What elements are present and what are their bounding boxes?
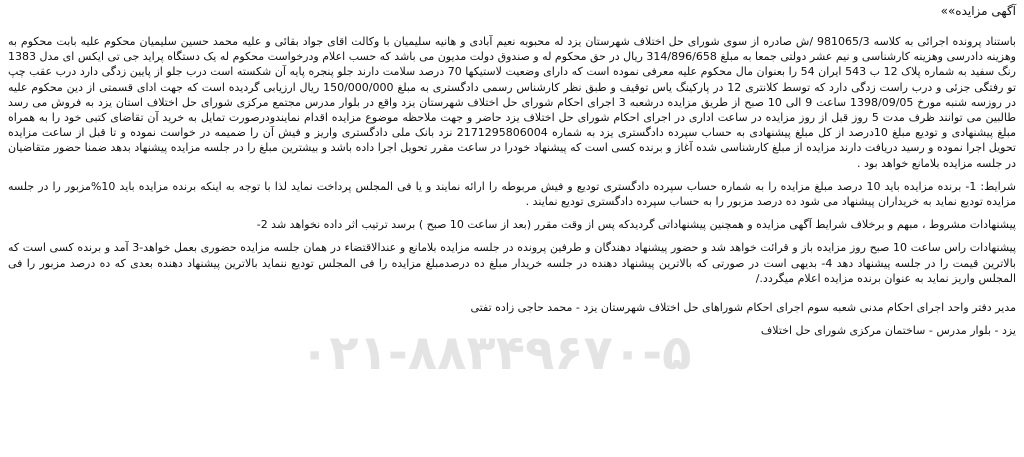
notice-title: آگهی مزایده»»	[940, 4, 1016, 18]
address-line: یزد - بلوار مدرس - ساختمان مرکزی شورای حل اختلاف	[760, 324, 1016, 338]
paragraph-opening-offers: پیشنهادات راس ساعت 10 صبح روز مزایده باز و قرائت خواهد شد و حضور پیشنهاد دهندگان و طرفین پرونده در جلسه مزایده بلامانع و عندالاقتضاء در همان جلسه مزایده حضوری بعمل خواهد-3 آمد و برنده کسی است که بالاترین قیمت را در جلسه پیشنهاد دهد 4- بدیهی است در صورتی که بالاترین پیشنهاد دهنده در جلسه خریدار مبلغ ده درصدمبلغ مزایده را فی المجلس تودیع ننماید بالاترین پیشنهاد دهنده بعدی که ده درصد مزبور را فی المجلس واریز نماید به عنوان برنده مزایده اعلام میگردد./	[8, 241, 1017, 285]
paragraph-conditional-offers: پیشنهادات مشروط ، مبهم و برخلاف شرایط آگهی مزایده و همچنین پیشنهاداتی گردیدکه پس از وقت مقرر (بعد از ساعت 10 صبح ) برسد ترتیب اثر داده نخواهد شد 2-	[256, 218, 1016, 232]
paragraph-conditions: شرایط: 1- برنده مزایده باید 10 درصد مبلغ مزایده را به شماره حساب سپرده دادگستری تودیع و فیش مربوطه را ارائه نمایند و یا فی المجلس پرداخت نماید لذا با توجه به اینکه برنده مزایده باید 10%مزبور را در جلسه مزایده تودیع نماید به خریداران پیشنهاد می شود ده درصد مزبور را به حساب سپرده دادگستری تودیع نمایند .	[8, 179, 1016, 209]
signature-line: مدیر دفتر واحد اجرای احکام مدنی شعبه سوم اجرای احکام شوراهای حل اختلاف شهرستان یزد - محمد حاجی زاده تفتی	[470, 301, 1016, 315]
paragraph-case-details: باستناد پرونده اجرائی به کلاسه 981065/3 /ش صادره از سوی شورای حل اختلاف شهرستان یزد له محبوبه نعیم آبادی و هانیه سلیمیان با وکالت اقای جواد بقائی و علیه محمد حسین سلیمیان محکوم علیه بابت محکوم به وهزینه دادرسی وهزینه کارشناسی و نیم عشر دولتی جمعا به مبلغ 314/896/658 ریال در حق محکوم له و صندوق دولت مدیون می باشد که حسب اعلام ودرخواست محکوم له یک دستگاه پراید جی تی ایکس ای مدل 1383 رنگ سفید به شماره پلاک 12 ب 543 ایران 54 را بعنوان مال محکوم علیه معرفی نموده است که دارای وضعیت لاستیکها 70 درصد سلامت دارند جلو پنجره پایه آن شکسته است درب جلو از پایین زدگی دارد درب عقب چپ تو رفتگی جزئی و درب راست زدگی دارد که توسط کلانتری 12 در پارکینگ یاس توقیف و طبق نظر کارشناس رسمی دادگستری به مبلغ 150/000/000 ریال ارزیابی گردیده است که جهت ادای قسمتی از دین محکوم علیه در روزسه شنبه مورخ 1398/09/05 ساعت 9 الی 10 صبح از طریق مزایده درشعبه 3 اجرای احکام شورای حل اختلاف شهرستان یزد واقع در بلوار مدرس مجتمع مرکزی شورای حل اختلاف استان یزد به فروش می رسد طالبین می توانند ظرف مدت 5 روز قبل از روز مزایده در ساعت اداری در اجرای احکام شورای حل اختلاف یزد حاضر و جهت ملاحظه موضوع مزایده اقدام نمایندودرصورت تمایل به خرید آن تقاضای کتبی خود را به همراه مبلغ پیشنهادی و تودیع مبلغ 10درصد از کل مبلغ پیشنهادی به حساب سپرده دادگستری یزد به شماره 2171295806004 نزد بانک ملی دادگستری واریز و فیش آن را ضمیمه در خواست نموده و تا قبل از ساعت مزایده تحویل اجرا نموده و رسید دریافت دارند مزایده از مبلغ کارشناسی شده آغاز و برنده کسی است که پیشنهاد خودرا در ساعت مقرر تحویل اجرا داده باشد و بیشترین مبلغ را در جلسه مزایده پیشنهاد بدهد ضمنا حضور متقاضیان در جلسه مزایده بلامانع خواهد بود .	[8, 35, 1017, 170]
phone-watermark: ۰۲۱-۸۸۳۴۹۶۷۰-۵	[300, 325, 692, 381]
spacer	[8, 292, 1016, 300]
spacer	[8, 315, 1016, 323]
auction-notice	[8, 2, 1016, 454]
